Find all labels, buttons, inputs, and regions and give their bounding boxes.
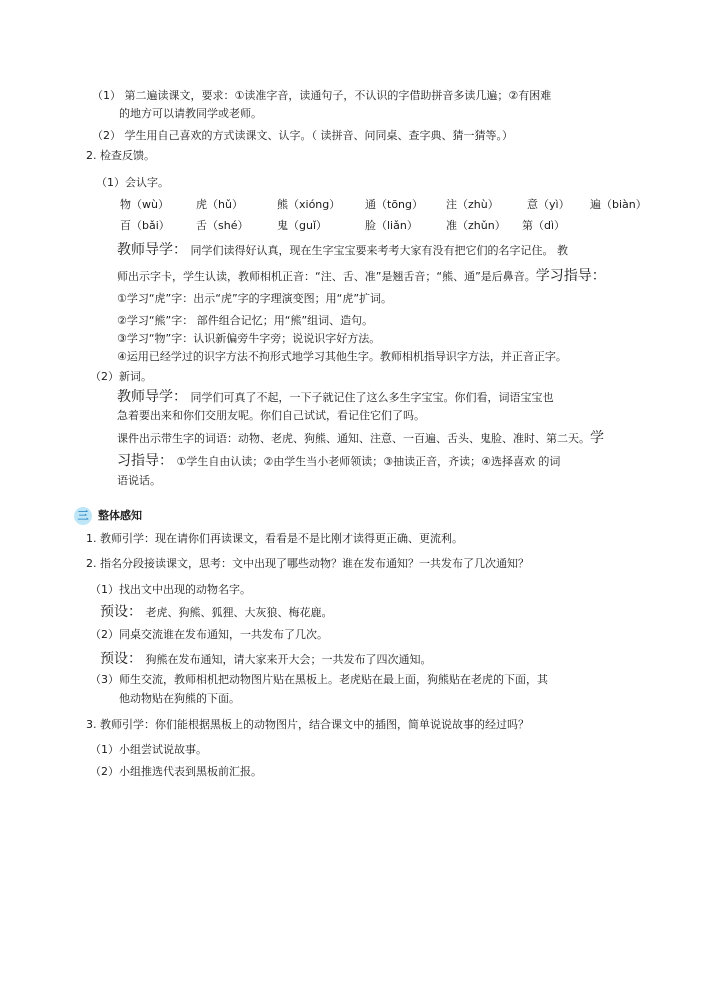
preset-1: 预设： 老虎、狗熊、狐狸、大灰狼、梅花鹿。 bbox=[100, 604, 333, 620]
step-find-animals: （1）找出文中出现的动物名字。 bbox=[90, 583, 251, 596]
teacher-guide-label: 教师导学： bbox=[117, 242, 187, 258]
courseware-words: 课件出示带生字的词语：动物、老虎、狗熊、通知、注意、一百遍、舌头、鬼脸、准时、第二天。学 bbox=[117, 430, 604, 446]
step-reread: 1. 教师引学：现在请你们再读课文，看看是不是比刚才读得更正确、更流利。 bbox=[86, 532, 463, 545]
pinyin-item: 舌（shé） bbox=[196, 219, 249, 232]
pinyin-item: 第（dì） bbox=[522, 219, 566, 232]
subheading-recognize-chars: （1）会认字。 bbox=[96, 176, 169, 189]
pinyin-item: 物（wù） bbox=[120, 198, 169, 211]
study-guide-label: 学习指导： bbox=[535, 268, 606, 284]
preset-2: 预设： 狗熊在发布通知，请大家来开大会；一共发布了四次通知。 bbox=[100, 651, 432, 667]
pinyin-item: 虎（hǔ） bbox=[196, 198, 243, 211]
preset-label: 预设： bbox=[100, 604, 142, 620]
study-guide-2: 习指导： ①学生自由认读；②由学生当小老师领读；③抽读正音，齐读；④选择喜欢 的词 bbox=[117, 453, 561, 469]
step-read-own-way: （2） 学生用自己喜欢的方式读课文、认字。（ 读拼音、问同桌、查字典、猜一猜等。） bbox=[92, 129, 513, 142]
guide-item-wu: ③学习“物”字：认识新偏旁牛字旁；说说识字好方法。 bbox=[117, 332, 381, 345]
guide-item-other: ④运用已经学过的识字方法不拘形式地学习其他生字。教师相机指导识字方法，并正音正字。 bbox=[117, 350, 567, 363]
teacher-guide-label: 教师导学： bbox=[117, 389, 187, 405]
teacher-guide-1-cont: 师出示字卡，学生认读，教师相机正音：“注、舌、准”是翘舌音；“熊、通”是后鼻音。学习指导： bbox=[117, 268, 606, 284]
teacher-guide-2: 教师导学： 同学们可真了不起，一下子就记住了这么多生字宝宝。你们看，词语宝宝也 bbox=[117, 389, 554, 405]
step-tell-story: 3. 教师引学：你们能根据黑板上的动物图片，结合课文中的插图，简单说说故事的经过吗？ bbox=[86, 718, 529, 731]
study-guide-label: 习指导： bbox=[117, 453, 173, 469]
step-relay-read: 2. 指名分段接读课文，思考：文中出现了哪些动物？谁在发布通知？一共发布了几次通知？ bbox=[86, 557, 529, 570]
subheading-new-words: （2）新词。 bbox=[90, 370, 152, 383]
step-desk-discuss: （2）同桌交流谁在发布通知，一共发布了几次。 bbox=[90, 628, 328, 641]
pinyin-item: 意（yì） bbox=[527, 198, 570, 211]
preset-label: 预设： bbox=[100, 651, 142, 667]
step-group-report: （2）小组推选代表到黑板前汇报。 bbox=[90, 765, 262, 778]
guide-item-xiong: ②学习“熊”字： 部件组合记忆；用“熊”组词、造句。 bbox=[117, 314, 374, 327]
study-guide-2-cont: 语说话。 bbox=[117, 474, 161, 487]
pinyin-item: 百（bǎi） bbox=[120, 219, 170, 232]
pinyin-item: 准（zhǔn） bbox=[446, 219, 506, 232]
step-group-try: （1）小组尝试说故事。 bbox=[90, 743, 207, 756]
teacher-guide-2-cont: 急着要出来和你们交朋友呢。你们自己试试，看记住它们了吗。 bbox=[117, 409, 425, 422]
teacher-guide-1: 教师导学： 同学们读得好认真，现在生字宝宝要来考考大家有没有把它们的名字记住。 教 bbox=[117, 242, 568, 258]
pinyin-item: 鬼（guǐ） bbox=[277, 219, 328, 232]
step-exchange-cont: 他动物贴在狗熊的下面。 bbox=[119, 692, 240, 705]
pinyin-item: 熊（xióng） bbox=[277, 198, 341, 211]
step-exchange: （3）师生交流，教师相机把动物图片贴在黑板上。老虎贴在最上面，狗熊贴在老虎的下面，其 bbox=[90, 673, 548, 686]
step-read-second-cont: 的地方可以请教同学或老师。 bbox=[119, 107, 262, 120]
heading-check-feedback: 2. 检查反馈。 bbox=[86, 149, 155, 162]
step-read-second: （1） 第二遍读课文，要求：①读准字音，读通句子，不认识的字借助拼音多读几遍；②有困难 bbox=[92, 89, 552, 102]
pinyin-item: 遍（biàn） bbox=[590, 198, 647, 211]
pinyin-item: 通（tōng） bbox=[365, 198, 423, 211]
section-number-badge: 三 bbox=[74, 507, 92, 525]
pinyin-item: 注（zhù） bbox=[446, 198, 499, 211]
guide-item-hu: ①学习“虎”字：出示“虎”字的字理演变图；用“虎”扩词。 bbox=[117, 292, 393, 305]
section-title: 整体感知 bbox=[98, 509, 142, 522]
pinyin-item: 脸（liǎn） bbox=[365, 219, 418, 232]
